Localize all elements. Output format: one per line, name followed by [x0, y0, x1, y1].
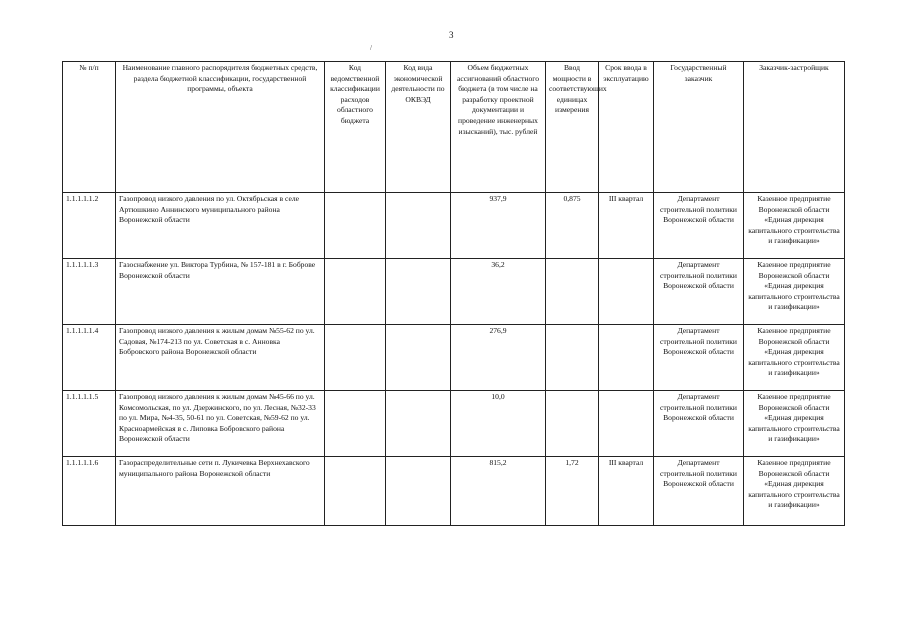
row-name: Газопровод низкого давления к жилым домам №45-66 по ул. Комсомольская, по ул. Дзержинского, по ул. Лесная, №32-33 по ул. Мира, №4-35, 50-61 по ул. Советская, №59-62 по ул. Красноармейская в с. Липовка Бобровского района Воронежской области [116, 391, 325, 457]
header-capacity: Ввод мощности в соответствующих единицах измерения [546, 62, 599, 193]
row-code-okved [386, 391, 451, 457]
row-name: Газопровод низкого давления к жилым домам №55-62 по ул. Садовая, №174-213 по ул. Советская в с. Анновка Бобровского района Воронежской области [116, 325, 325, 391]
header-volume: Объем бюджетных ассигнований областного бюджета (в том числе на разработку проектной документации и проведение инженерных изысканий), тыс. рублей [451, 62, 546, 193]
page-number: 3 [449, 30, 454, 40]
row-term [599, 259, 654, 325]
row-num: 1.1.1.1.1.4 [63, 325, 116, 391]
header-term: Срок ввода в эксплуатацию [599, 62, 654, 193]
table-row [63, 259, 845, 325]
table-row [63, 193, 845, 259]
table-row [63, 391, 845, 457]
row-volume: 815,2 [451, 457, 546, 526]
row-code-okved [386, 457, 451, 526]
header-row [63, 62, 845, 193]
header-customer: Государственный заказчик [654, 62, 744, 193]
row-capacity: 1,72 [546, 457, 599, 526]
header-code-okved: Код вида экономической деятельности по ОКВЭД [386, 62, 451, 193]
row-volume: 276,9 [451, 325, 546, 391]
row-name: Газопровод низкого давления по ул. Октябрьская в селе Артюшкино Аннинского муниципального района Воронежской области [116, 193, 325, 259]
row-developer: Казенное предприятие Воронежской области «Единая дирекция капитального строительства и газификации» [744, 259, 845, 325]
row-code-okved [386, 193, 451, 259]
row-capacity [546, 259, 599, 325]
scan-mark: / [370, 44, 372, 52]
row-capacity [546, 391, 599, 457]
row-customer: Департамент строительной политики Воронежской области [654, 457, 744, 526]
row-code-vk [325, 391, 386, 457]
row-code-okved [386, 259, 451, 325]
row-code-vk [325, 457, 386, 526]
header-developer: Заказчик-застройщик [744, 62, 845, 193]
row-term [599, 391, 654, 457]
row-num: 1.1.1.1.1.3 [63, 259, 116, 325]
row-code-vk [325, 325, 386, 391]
row-customer: Департамент строительной политики Воронежской области [654, 259, 744, 325]
row-num: 1.1.1.1.1.6 [63, 457, 116, 526]
row-name: Газоснабжение ул. Виктора Турбина, № 157-181 в г. Боброве Воронежской области [116, 259, 325, 325]
table-row [63, 325, 845, 391]
row-capacity [546, 325, 599, 391]
row-volume: 937,9 [451, 193, 546, 259]
header-code-vk: Код ведомственной классификации расходов областного бюджета [325, 62, 386, 193]
row-developer: Казенное предприятие Воронежской области «Единая дирекция капитального строительства и газификации» [744, 391, 845, 457]
row-term [599, 325, 654, 391]
row-num: 1.1.1.1.1.2 [63, 193, 116, 259]
row-name: Газораспределительные сети п. Лукичевка Верхнехавского муниципального района Воронежской области [116, 457, 325, 526]
row-volume: 36,2 [451, 259, 546, 325]
row-code-vk [325, 259, 386, 325]
row-customer: Департамент строительной политики Воронежской области [654, 391, 744, 457]
row-developer: Казенное предприятие Воронежской области «Единая дирекция капитального строительства и газификации» [744, 457, 845, 526]
table-row [63, 457, 845, 526]
row-developer: Казенное предприятие Воронежской области «Единая дирекция капитального строительства и газификации» [744, 193, 845, 259]
row-term: III квартал [599, 193, 654, 259]
row-num: 1.1.1.1.1.5 [63, 391, 116, 457]
row-code-okved [386, 325, 451, 391]
row-customer: Департамент строительной политики Воронежской области [654, 325, 744, 391]
row-code-vk [325, 193, 386, 259]
header-num: № п/п [63, 62, 116, 193]
row-customer: Департамент строительной политики Воронежской области [654, 193, 744, 259]
investment-table [62, 61, 845, 526]
row-developer: Казенное предприятие Воронежской области «Единая дирекция капитального строительства и газификации» [744, 325, 845, 391]
row-term: III квартал [599, 457, 654, 526]
header-name: Наименование главного распорядителя бюджетных средств, раздела бюджетной классификации, государственной программы, объекта [116, 62, 325, 193]
row-volume: 10,0 [451, 391, 546, 457]
row-capacity: 0,875 [546, 193, 599, 259]
